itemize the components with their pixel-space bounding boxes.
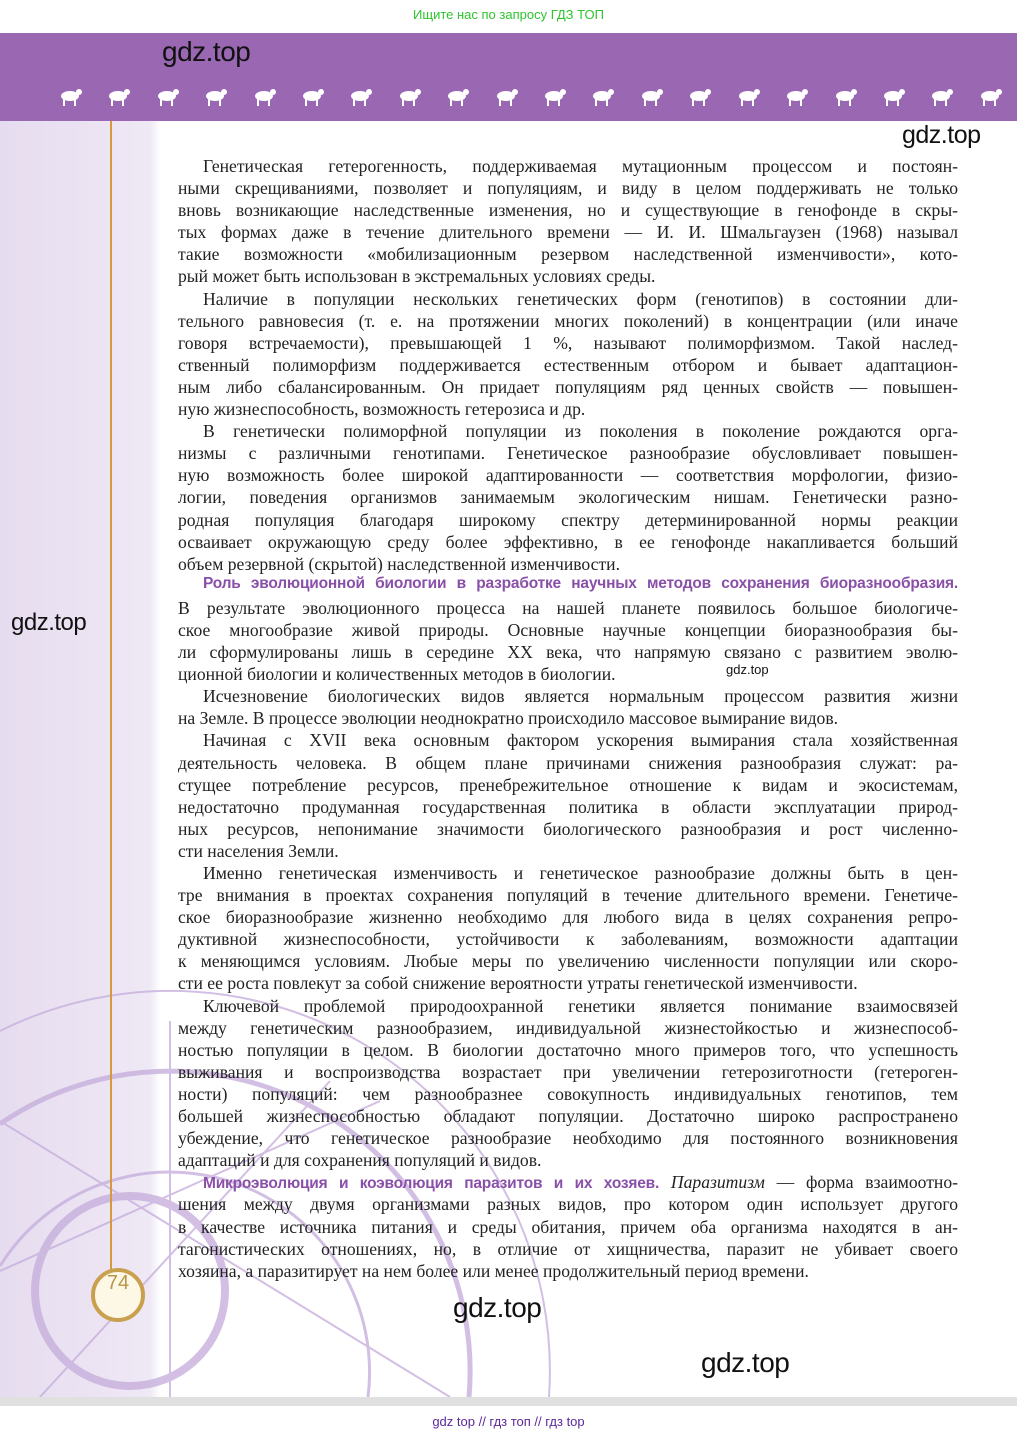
paragraph-line: деятельность человека. В общем плане причинами снижения разнообразия служат: ра- [178,752,958,773]
whale-icon [636,86,666,108]
antelope-icon [345,86,375,108]
paragraph-line: тагонистических отношениях, но, в отличие от хищничества, паразит не убивает своего [178,1238,958,1259]
paragraph-line: В генетически полиморфной популяции из поколения в поколение рождаются орга- [203,421,958,442]
paragraph-line: хозяина, а паразитирует на нем более или менее продолжительный период времени. [178,1260,809,1281]
paragraph-line: ную возможность более широкой адаптированности — соответствия морфологии, физио- [178,465,958,486]
paragraph-line: логии, поведения организмов занимаемым экологическим нишам. Генетически разно- [178,487,958,508]
text: — форма взаимоотно- [764,1172,959,1193]
paragraph-line: ную жизнеспособность, возможность гетерозиса и др. [178,399,586,420]
paragraph-line: шения между двумя организмами разных видов, про котором один использует другого [178,1194,958,1215]
paragraph-line: ское биоразнообразие жизненно необходимо для любого вида в целях сохранения репро- [178,907,958,928]
page-number: 74 [91,1268,145,1322]
paragraph-line: к меняющимся условиям. Любые меры по увеличению численности популяции или скоро- [178,951,958,972]
paragraph-line [178,1171,958,1193]
section-heading: Микроэволюция и коэволюция паразитов и их хозяев. [203,1175,660,1193]
paragraph-line: большей жизнеспособностью обладают популяции. Достаточно широко распространено [178,1106,958,1127]
bison-icon [249,86,279,108]
paragraph-line: говоря встречаемости), превышающей 1 %, называют полиморфизмом. Такой наслед- [178,332,958,353]
paragraph-line: Именно генетическая изменчивость и генетическое разнообразие должны быть в цен- [203,863,958,883]
paragraph-line: выживания и воспроизводства возрастает при увеличении гетерозиготности (гетероген- [178,1061,958,1082]
paragraph-line: тре внимания в проектах сохранения популяций в течение длительного времени. Генетиче- [178,885,958,906]
paragraph-line: ности) популяций: чем разнообразнее совокупность индивидуальных генотипов, тем [178,1083,958,1104]
paragraph-line: В результате эволюционного процесса на нашей планете появилось большое биологиче- [178,597,958,618]
scorpion-icon [491,86,521,108]
paragraph-line: недостаточно продуманная государственная политика в области эксплуатации природ- [178,796,958,817]
paragraph-line: сти населения Земли. [178,840,339,861]
margin-line [110,121,112,1271]
paragraph-line: низмы с различными генотипами. Генетическое разнообразие обусловливает повышен- [178,443,958,464]
bottom-divider [0,1397,1017,1406]
paragraph-line: в качестве источника питания и среды обитания, причем оба организма находятся в ан- [178,1216,958,1237]
section-heading: Роль эволюционной биологии в разработке научных методов сохранения биоразнообразия. [203,574,958,592]
moth-icon [200,86,230,108]
paragraph-line: рый может быть использован в экстремальных условиях среды. [178,266,656,287]
paragraph-line: вновь возникающие наследственные изменения, но и существующие в генофонде в скры- [178,200,958,221]
search-hint: Ищите нас по запросу ГДЗ ТОП [413,7,604,22]
butterfly-icon [394,86,424,108]
paragraph-line: объем резервной (скрытой) наследственной изменчивости. [178,553,620,574]
paragraph-line: ными скрещиваниями, позволяет и популяциям, и виду в целом поддерживать не только [178,178,958,199]
paragraph-line: между генетическим разнообразием, индивидуальной жизнестойкостью и жизнеспособ- [178,1017,958,1038]
paragraph-line: ных ресурсов, непонимание значимости биологического разнообразия и рост численно- [178,818,958,839]
watermark: gdz.top [902,121,981,149]
paragraph-line: убеждение, что генетическое разнообразие необходимо для постоянного возникновения [178,1128,958,1149]
horse-icon [539,86,569,108]
body-text [178,155,958,1282]
paragraph-line: на Земле. В процессе эволюции неоднократно происходило массовое вымирание видов. [178,708,839,729]
paragraph-line: Генетическая гетерогенность, поддерживаемая мутационным процессом и постоян- [203,156,958,176]
paragraph-line: ли сформулированы лишь в середине XX века, что напрямую связано с развитием эволю- [178,642,958,663]
ape-icon [297,86,327,108]
paragraph-line: ционной биологии и количественных методов в биологии. [178,664,616,685]
footer-links[interactable]: gdz top // гдз топ // гдз top [432,1414,585,1429]
whale-icon [55,86,85,108]
giraffe-icon [152,86,182,108]
paragraph-line: ственный полиморфизм поддерживается естественным отбором и бывает адаптацион- [178,354,958,375]
watermark: gdz.top [11,609,87,636]
term: Паразитизм [659,1172,765,1193]
paragraph-line: Наличие в популяции нескольких генетических форм (генотипов) в состоянии дли- [203,288,958,309]
giraffe-icon [733,86,763,108]
paragraph-line: Начиная с XVII века основным фактором ускорения вымирания стала хозяйственная [203,730,958,751]
watermark: gdz.top [726,662,769,677]
paragraph-line: Исчезновение биологических видов является нормальным процессом развития жизни [203,686,958,707]
paragraph-line: осваивает окружающую среду более эффективно, в ее генофонде накапливается больший [178,531,958,552]
paragraph-line: тельного равновесия (т. е. на протяжении многих поколений) в концентрации (или иначе [178,310,958,331]
elephant-icon [442,86,472,108]
watermark: gdz.top [453,1292,542,1323]
paragraph-line: родная популяция благодаря широкому спектру детерминированной нормы реакции [178,509,958,530]
bison-icon [830,86,860,108]
paragraph-line: Ключевой проблемой природоохранной генетики является понимание взаимосвязей [203,995,958,1016]
ape-icon [878,86,908,108]
animal-icons-row [55,86,1005,108]
paragraph-line: ным либо сбалансированным. Он придает популяциям ряд ценных свойств — повышен- [178,376,958,397]
paragraph-line: такие возможности «мобилизационным резервом наследственной изменчивости», кото- [178,244,958,265]
watermark: gdz.top [162,36,251,67]
paragraph-line: ностью популяции в целом. В биологии достаточно много примеров того, что успешность [178,1039,958,1060]
paragraph-line: стущее потребление ресурсов, пренебрежительное отношение к видам и экосистемам, [178,774,958,795]
paragraph-line: адаптаций и для сохранения популяций и видов. [178,1150,542,1171]
paragraph-line: тых формах даже в течение длительного времени — И. И. Шмальгаузен (1968) называл [178,222,958,243]
watermark: gdz.top [701,1347,790,1378]
antelope-icon [926,86,956,108]
paragraph-line: сти ее роста повлекут за собой снижение вероятности утраты генетической изменчивости. [178,973,858,994]
butterfly-icon [975,86,1005,108]
moth-icon [781,86,811,108]
wolf-icon [103,86,133,108]
wolf-icon [684,86,714,108]
paragraph-line: ское многообразие живой природы. Основные научные концепции биоразнообразия бы- [178,619,958,640]
paragraph-line: дуктивной жизнеспособности, устойчивости к заболеваниям, возможности адаптации [178,929,958,950]
bird-icon [587,86,617,108]
